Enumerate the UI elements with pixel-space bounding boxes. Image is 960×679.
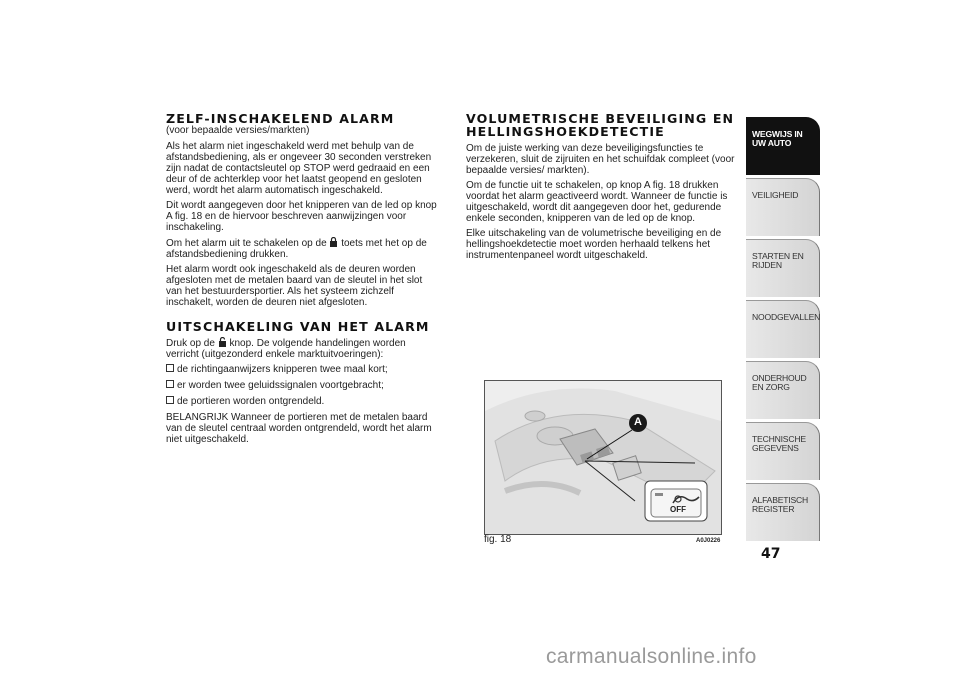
tab-veiligheid[interactable]: VEILIGHEID (746, 178, 820, 236)
tab-onderhoud[interactable]: ONDERHOUD EN ZORG (746, 361, 820, 419)
tab-noodgevallen[interactable]: NOODGEVALLEN (746, 300, 820, 358)
paragraph-text: knop. De volgende handelingen worden verricht (uitgezonderd enkele marktuitvoeringen): (166, 338, 406, 360)
paragraph: Elke uitschakeling van de volumetrische beveiliging en de hellingshoekdetectie moet worden herhaald telkens het instrumentenpaneel wordt uitgeschakeld. (466, 228, 722, 261)
heading-volumetric-protection: VOLUMETRISCHE BEVEILIGING EN HELLINGSHOEKDETECTIE (466, 111, 735, 139)
paragraph-text: toets met het op de afstandsbediening drukken. (166, 238, 427, 260)
paragraph: Om de functie uit te schakelen, op knop A fig. 18 drukken voordat het alarm geactiveerd wordt. Wanneer de functie is uitgeschakeld, wordt dit aangegeven door het, gedurende enkele seconden, knipperen van de led op de knop. (466, 180, 728, 224)
off-button-label: OFF (670, 505, 686, 514)
tab-alfabetisch[interactable]: ALFABETISCH REGISTER (746, 483, 820, 541)
important-note: BELANGRIJK Wanneer de portieren met de metalen baard van de sleutel centraal worden ontgrendeld, wordt het alarm niet uitgeschakeld. (166, 412, 432, 445)
figure-code: A0J0226 (696, 538, 721, 544)
chapter-tabs (746, 117, 820, 544)
list-item: de portieren worden ontgrendeld. (166, 396, 438, 407)
heading-subtitle: (voor bepaalde versies/markten) (166, 125, 310, 136)
checkbox-bullet-icon (166, 396, 174, 404)
heading-alarm-disarming: UITSCHAKELING VAN HET ALARM (166, 319, 430, 334)
tab-wegwijs[interactable]: WEGWIJS IN UW AUTO (746, 117, 820, 175)
list-item: er worden twee geluidssignalen voortgebracht; (166, 380, 438, 391)
checkbox-bullet-icon (166, 380, 174, 388)
left-column (166, 112, 438, 449)
heading-self-arming-alarm: ZELF-INSCHAKELEND ALARM (166, 111, 395, 126)
paragraph: Om de juiste werking van deze beveiligingsfuncties te verzekeren, sluit de zijruiten en het schuifdak compleet (voor bepaalde versies/ markten). (466, 143, 735, 176)
paragraph: Als het alarm niet ingeschakeld werd met behulp van de afstandsbediening, als er ongeveer 30 seconden verstreken zijn nadat de contactsleutel op STOP werd gedraaid en een deur of de achterklep voor het laatst geopend en gesloten werd, wordt het alarm automatisch ingeschakeld. (166, 141, 432, 196)
checkbox-bullet-icon (166, 364, 174, 372)
paragraph-with-icon (166, 237, 438, 260)
paragraph-text: Om het alarm uit te schakelen op de (166, 238, 327, 249)
paragraph-text: Druk op de (166, 338, 215, 349)
watermark: carmanualsonline.info (546, 645, 757, 668)
right-column (466, 112, 738, 265)
paragraph: Dit wordt aangegeven door het knipperen van de led op knop A fig. 18 en de hiervoor beschreven aanwijzingen voor inschakeling. (166, 200, 437, 233)
figure-caption: fig. 18 (484, 534, 512, 545)
padlock-open-icon (218, 337, 227, 347)
padlock-icon (329, 237, 338, 247)
paragraph-with-icon (166, 337, 438, 360)
tab-starten[interactable]: STARTEN EN RIJDEN (746, 239, 820, 297)
page-number: 47 (761, 546, 781, 562)
bullet-list (166, 364, 438, 407)
callout-label-a: A (634, 416, 642, 428)
paragraph: Het alarm wordt ook ingeschakeld als de deuren worden afgesloten met de metalen baard van de sleutel in het slot van het bestuurdersportier. Als het systeem zichzelf inschakelt, worden de deuren niet afgesloten. (166, 264, 423, 308)
tab-technische[interactable]: TECHNISCHE GEGEVENS (746, 422, 820, 480)
figure-roof-console (484, 380, 722, 535)
list-item: de richtingaanwijzers knipperen twee maal kort; (166, 364, 438, 375)
